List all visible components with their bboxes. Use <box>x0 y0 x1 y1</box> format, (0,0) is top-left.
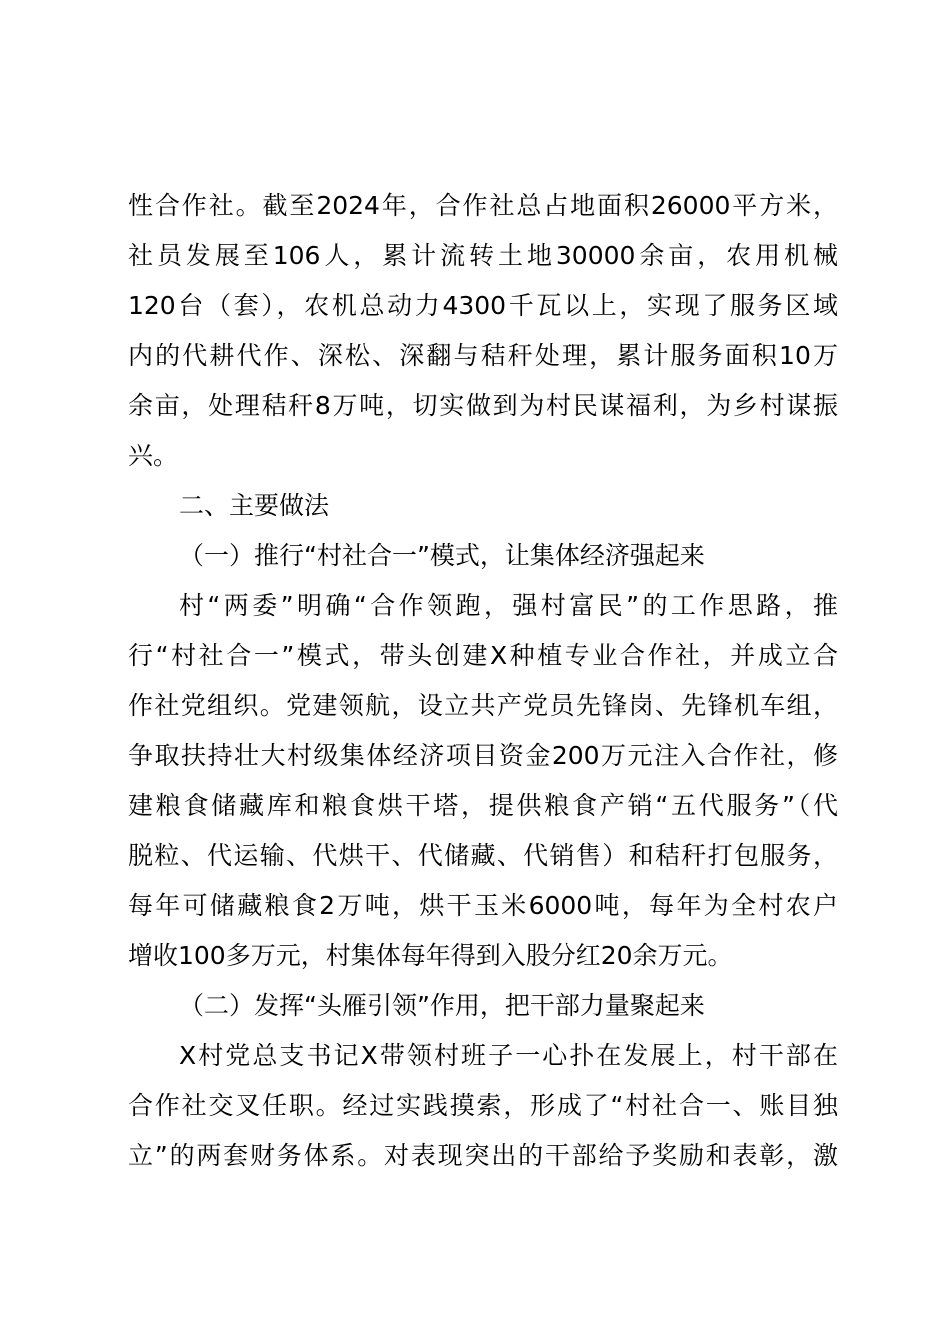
subsection-heading: （二）发挥“头雁引领”作用，把干部力量聚起来 <box>179 991 705 1020</box>
text-line: 作社党组织。党建领航，设立共产党员先锋岗、先锋机车组， <box>128 691 838 720</box>
section-heading: 二、主要做法 <box>179 491 330 520</box>
text-line: 余亩，处理秸秆8万吨，切实做到为村民谋福利，为乡村谋振 <box>128 391 838 420</box>
text-line: 脱粒、代运输、代烘干、代储藏、代销售）和秸秆打包服务， <box>128 841 838 870</box>
text-line: X村党总支书记X带领村班子一心扑在发展上，村干部在 <box>179 1041 838 1070</box>
text-line: 每年可储藏粮食2万吨，烘干玉米6000吨，每年为全村农户 <box>128 891 838 920</box>
text-line: 建粮食储藏库和粮食烘干塔，提供粮食产销“五代服务”（代 <box>128 791 838 820</box>
text-line: 内的代耕代作、深松、深翻与秸秆处理，累计服务面积10万 <box>128 341 838 370</box>
text-line: 争取扶持壮大村级集体经济项目资金200万元注入合作社，修 <box>128 741 838 770</box>
text-line: 村“两委”明确“合作领跑，强村富民”的工作思路，推 <box>179 591 838 620</box>
text-line: 合作社交叉任职。经过实践摸索，形成了“村社合一、账目独 <box>128 1091 838 1120</box>
text-line: 性合作社。截至2024年，合作社总占地面积26000平方米， <box>128 191 838 220</box>
subsection-heading: （一）推行“村社合一”模式，让集体经济强起来 <box>179 541 705 570</box>
text-line: 120台（套），农机总动力4300千瓦以上，实现了服务区域 <box>128 291 838 320</box>
text-line: 增收100多万元，村集体每年得到入股分红20余万元。 <box>128 941 733 970</box>
text-line: 社员发展至106人，累计流转土地30000余亩，农用机械 <box>128 241 838 270</box>
text-line: 立”的两套财务体系。对表现突出的干部给予奖励和表彰，激 <box>128 1141 838 1170</box>
text-line: 兴。 <box>128 441 179 470</box>
text-line: 行“村社合一”模式，带头创建X种植专业合作社，并成立合 <box>128 641 838 670</box>
